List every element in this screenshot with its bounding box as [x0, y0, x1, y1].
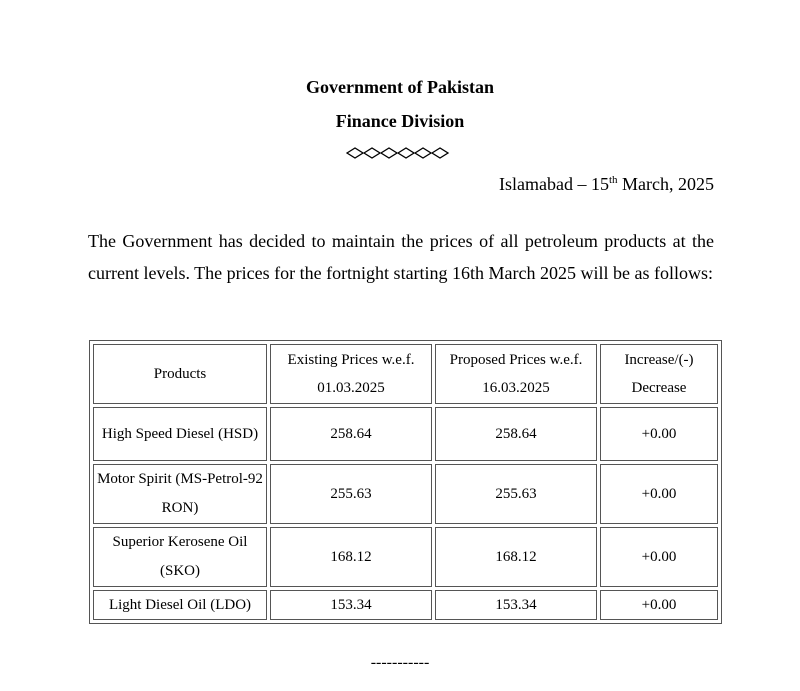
table-row: [93, 590, 718, 620]
table-row: [93, 527, 718, 587]
product-cell: High Speed Diesel (HSD): [93, 407, 267, 461]
change-cell: +0.00: [600, 527, 718, 587]
proposed-price-cell: 258.64: [435, 407, 597, 461]
existing-price-cell: 153.34: [270, 590, 432, 620]
table-row: [93, 407, 718, 461]
end-separator: -----------: [370, 654, 430, 671]
table-row: [93, 464, 718, 524]
proposed-price-cell: 168.12: [435, 527, 597, 587]
page-title: Government of Pakistan: [306, 77, 494, 97]
diamond-ornament-icon: [346, 146, 456, 160]
change-cell: +0.00: [600, 407, 718, 461]
price-table: [89, 340, 722, 624]
proposed-price-cell: 153.34: [435, 590, 597, 620]
page-subtitle: Finance Division: [335, 111, 465, 131]
existing-price-cell: 255.63: [270, 464, 432, 524]
proposed-price-cell: 255.63: [435, 464, 597, 524]
change-cell: +0.00: [600, 464, 718, 524]
header-change: Increase/(-) Decrease: [600, 344, 718, 404]
product-cell: Motor Spirit (MS-Petrol-92 RON): [93, 464, 267, 524]
existing-price-cell: 258.64: [270, 407, 432, 461]
existing-price-cell: 168.12: [270, 527, 432, 587]
intro-paragraph: The Government has decided to maintain the prices of all petroleum products at the current levels. The prices for the fortnight starting 16th March 2025 will be as follows:: [88, 231, 714, 283]
product-cell: Superior Kerosene Oil (SKO): [93, 527, 267, 587]
header-proposed: Proposed Prices w.e.f. 16.03.2025: [435, 344, 597, 404]
header-products: Products: [93, 344, 267, 404]
header-existing: Existing Prices w.e.f. 01.03.2025: [270, 344, 432, 404]
product-cell: Light Diesel Oil (LDO): [93, 590, 267, 620]
change-cell: +0.00: [600, 590, 718, 620]
dateline: Islamabad – 15th March, 2025: [498, 174, 714, 194]
table-header-row: [93, 344, 718, 404]
